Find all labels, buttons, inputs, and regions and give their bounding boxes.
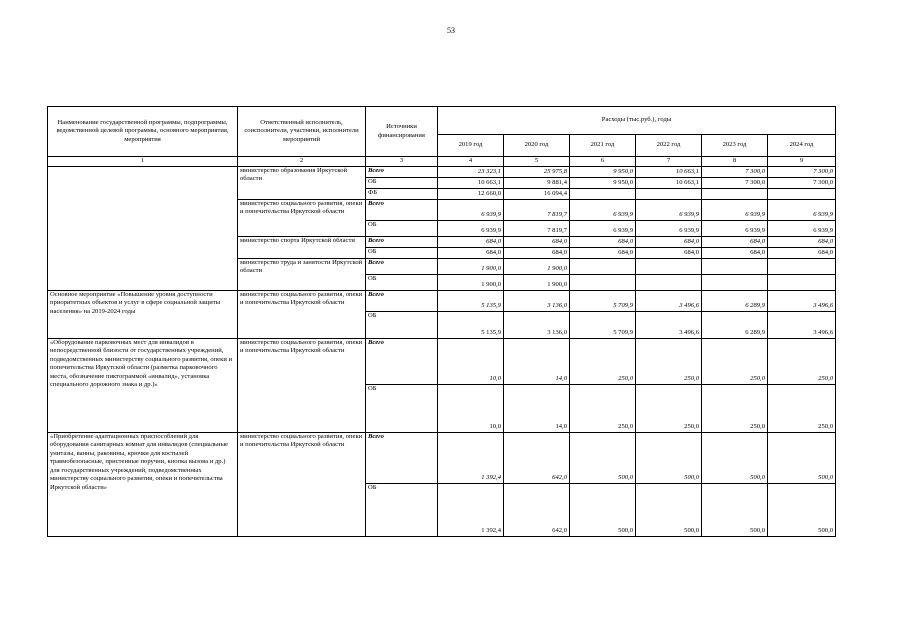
expense-value: 684,0 bbox=[768, 236, 836, 247]
expense-value bbox=[570, 188, 636, 199]
header-name: Наименование государственной программы, подпрограммы, ведомственной целевой программы, основного мероприятия, мероприятия bbox=[48, 107, 238, 157]
expense-value: 684,0 bbox=[504, 236, 570, 247]
expense-value: 12 660,0 bbox=[438, 188, 504, 199]
expense-value: 3 496,6 bbox=[768, 311, 836, 338]
expense-value: 6 939,9 bbox=[636, 220, 702, 236]
header-year: 2019 год bbox=[438, 135, 504, 157]
expense-value: 642,0 bbox=[504, 483, 570, 536]
expense-value: 5 709,9 bbox=[570, 290, 636, 311]
funding-source: ОБ bbox=[366, 311, 438, 338]
expense-value: 1 392,4 bbox=[438, 483, 504, 536]
funding-source: Всего bbox=[366, 338, 438, 384]
expense-value: 500,0 bbox=[768, 432, 836, 483]
expense-value: 6 939,9 bbox=[702, 199, 768, 220]
funding-source: ОБ bbox=[366, 247, 438, 258]
expense-value: 3 136,0 bbox=[504, 311, 570, 338]
activity-name: «Приобретение адаптационных приспособлений для оборудования санитарных комнат для инвалидов (специальные унитазы, ванны, раковины, крючки для костылей травмобезопасные, пристенные поручни, кнопка вызова и др.) для государственных учреждений, подведомственных министерству социального развития, опеки и попечительства Иркутской области» bbox=[48, 432, 238, 536]
header-year: 2022 год bbox=[636, 135, 702, 157]
column-number: 3 bbox=[366, 157, 438, 167]
expense-value: 7 300,0 bbox=[768, 177, 836, 188]
expense-value: 6 939,9 bbox=[438, 199, 504, 220]
expense-value: 250,0 bbox=[570, 384, 636, 432]
expense-value: 500,0 bbox=[636, 432, 702, 483]
funding-source: Всего bbox=[366, 236, 438, 247]
expense-value: 684,0 bbox=[438, 236, 504, 247]
expense-value: 250,0 bbox=[702, 338, 768, 384]
executor-name: министерство спорта Иркутской области bbox=[238, 236, 366, 258]
expense-value: 9 950,0 bbox=[570, 166, 636, 177]
column-number: 8 bbox=[702, 157, 768, 167]
expense-value bbox=[768, 274, 836, 290]
column-number: 7 bbox=[636, 157, 702, 167]
column-number: 2 bbox=[238, 157, 366, 167]
expense-value bbox=[768, 188, 836, 199]
activity-name bbox=[48, 166, 238, 290]
column-number: 9 bbox=[768, 157, 836, 167]
expense-value: 500,0 bbox=[768, 483, 836, 536]
expense-value: 684,0 bbox=[570, 247, 636, 258]
executor-name: министерство труда и занятости Иркутской области bbox=[238, 258, 366, 290]
table-row bbox=[48, 290, 836, 311]
expense-value: 7 300,0 bbox=[768, 166, 836, 177]
expense-value: 1 900,0 bbox=[504, 258, 570, 274]
expense-value: 684,0 bbox=[570, 236, 636, 247]
expense-value: 10,0 bbox=[438, 338, 504, 384]
funding-source: Всего bbox=[366, 290, 438, 311]
expense-value: 25 975,8 bbox=[504, 166, 570, 177]
expense-value bbox=[636, 188, 702, 199]
expense-value: 250,0 bbox=[570, 338, 636, 384]
expense-value: 3 136,0 bbox=[504, 290, 570, 311]
expense-value bbox=[702, 188, 768, 199]
executor-name: министерство социального развития, опеки и попечительства Иркутской области bbox=[238, 338, 366, 432]
executor-name: министерство социального развития, опеки и попечительства Иркутской области bbox=[238, 432, 366, 536]
expense-value bbox=[570, 274, 636, 290]
funding-source: Всего bbox=[366, 166, 438, 177]
expense-value: 1 900,0 bbox=[504, 274, 570, 290]
expenses-table bbox=[47, 106, 836, 537]
executor-name: министерство социального развития, опеки и попечительства Иркутской области bbox=[238, 199, 366, 236]
expense-value: 3 496,6 bbox=[768, 290, 836, 311]
expense-value bbox=[768, 258, 836, 274]
expense-value: 16 094,4 bbox=[504, 188, 570, 199]
expense-value: 6 939,9 bbox=[768, 220, 836, 236]
expense-value: 5 709,9 bbox=[570, 311, 636, 338]
expense-value: 250,0 bbox=[768, 338, 836, 384]
expense-value: 500,0 bbox=[702, 483, 768, 536]
column-number: 4 bbox=[438, 157, 504, 167]
funding-source: Всего bbox=[366, 199, 438, 220]
expense-value: 10 663,1 bbox=[438, 177, 504, 188]
header-year: 2020 год bbox=[504, 135, 570, 157]
funding-source: Всего bbox=[366, 258, 438, 274]
expense-value bbox=[702, 274, 768, 290]
column-number: 5 bbox=[504, 157, 570, 167]
expense-value: 6 289,9 bbox=[702, 290, 768, 311]
table-row bbox=[48, 432, 836, 483]
header-year: 2023 год bbox=[702, 135, 768, 157]
header-source: Источники финансирования bbox=[366, 107, 438, 157]
executor-name: министерство образования Иркутской области bbox=[238, 166, 366, 199]
expense-value: 500,0 bbox=[636, 483, 702, 536]
expense-value: 7 819,7 bbox=[504, 220, 570, 236]
expense-value: 14,0 bbox=[504, 338, 570, 384]
expense-value: 500,0 bbox=[702, 432, 768, 483]
expense-value: 684,0 bbox=[702, 247, 768, 258]
expense-value: 6 939,9 bbox=[636, 199, 702, 220]
table-row bbox=[48, 338, 836, 384]
expense-value: 9 950,0 bbox=[570, 177, 636, 188]
expense-value: 6 939,9 bbox=[768, 199, 836, 220]
expense-value: 684,0 bbox=[636, 236, 702, 247]
expense-value bbox=[636, 274, 702, 290]
expense-value bbox=[636, 258, 702, 274]
expense-value: 23 323,1 bbox=[438, 166, 504, 177]
expense-value: 9 881,4 bbox=[504, 177, 570, 188]
expense-value: 1 392,4 bbox=[438, 432, 504, 483]
expense-value: 6 289,9 bbox=[702, 311, 768, 338]
expense-value: 14,0 bbox=[504, 384, 570, 432]
expense-value: 7 300,0 bbox=[702, 166, 768, 177]
header-year: 2021 год bbox=[570, 135, 636, 157]
expense-value: 7 300,0 bbox=[702, 177, 768, 188]
expense-value: 684,0 bbox=[702, 236, 768, 247]
funding-source: ОБ bbox=[366, 220, 438, 236]
expense-value: 684,0 bbox=[636, 247, 702, 258]
expense-value: 3 496,6 bbox=[636, 311, 702, 338]
expense-value: 6 939,9 bbox=[570, 199, 636, 220]
expense-value: 10,0 bbox=[438, 384, 504, 432]
expense-value: 1 900,0 bbox=[438, 258, 504, 274]
expense-value: 250,0 bbox=[636, 338, 702, 384]
expense-value: 6 939,9 bbox=[438, 220, 504, 236]
activity-name: «Оборудование парковочных мест для инвалидов в непосредственной близости от государственных учреждений, подведомственных министерству социального развития, опеки и попечительства Иркутской области (разметка парковочного места, обозначение пиктограммой «инвалид», установка специального дорожного знака и др.)» bbox=[48, 338, 238, 432]
executor-name: министерство социального развития, опеки и попечительства Иркутской области bbox=[238, 290, 366, 338]
expense-value: 5 135,9 bbox=[438, 311, 504, 338]
funding-source: ОБ bbox=[366, 483, 438, 536]
funding-source: Всего bbox=[366, 432, 438, 483]
activity-name: Основное мероприятие «Повышение уровня доступности приоритетных объектов и услуг в сфере социальной защиты населения» на 2019-2024 годы bbox=[48, 290, 238, 338]
expense-value: 5 135,9 bbox=[438, 290, 504, 311]
expense-value: 1 900,0 bbox=[438, 274, 504, 290]
funding-source: ОБ bbox=[366, 274, 438, 290]
expense-value: 3 496,6 bbox=[636, 290, 702, 311]
funding-source: ОБ bbox=[366, 177, 438, 188]
funding-source: ФБ bbox=[366, 188, 438, 199]
expense-value: 684,0 bbox=[438, 247, 504, 258]
header-year: 2024 год bbox=[768, 135, 836, 157]
expense-value: 684,0 bbox=[768, 247, 836, 258]
expense-value: 500,0 bbox=[570, 432, 636, 483]
expense-value bbox=[570, 258, 636, 274]
expense-value: 10 663,1 bbox=[636, 166, 702, 177]
funding-source: ОБ bbox=[366, 384, 438, 432]
expense-value: 6 939,9 bbox=[702, 220, 768, 236]
expense-value: 684,0 bbox=[504, 247, 570, 258]
expense-value bbox=[702, 258, 768, 274]
table-row bbox=[48, 166, 836, 177]
expense-value: 250,0 bbox=[702, 384, 768, 432]
column-number: 1 bbox=[48, 157, 238, 167]
expense-value: 250,0 bbox=[636, 384, 702, 432]
header-executor: Ответственный исполнитель, соисполнители, участники, исполнители мероприятий bbox=[238, 107, 366, 157]
expense-value: 7 819,7 bbox=[504, 199, 570, 220]
expense-value: 6 939,9 bbox=[570, 220, 636, 236]
page-number: 53 bbox=[447, 26, 455, 35]
expense-value: 642,0 bbox=[504, 432, 570, 483]
expense-value: 500,0 bbox=[570, 483, 636, 536]
header-expenses: Расходы (тыс.руб.), годы bbox=[438, 107, 836, 135]
expense-value: 250,0 bbox=[768, 384, 836, 432]
expense-value: 10 663,1 bbox=[636, 177, 702, 188]
column-number: 6 bbox=[570, 157, 636, 167]
